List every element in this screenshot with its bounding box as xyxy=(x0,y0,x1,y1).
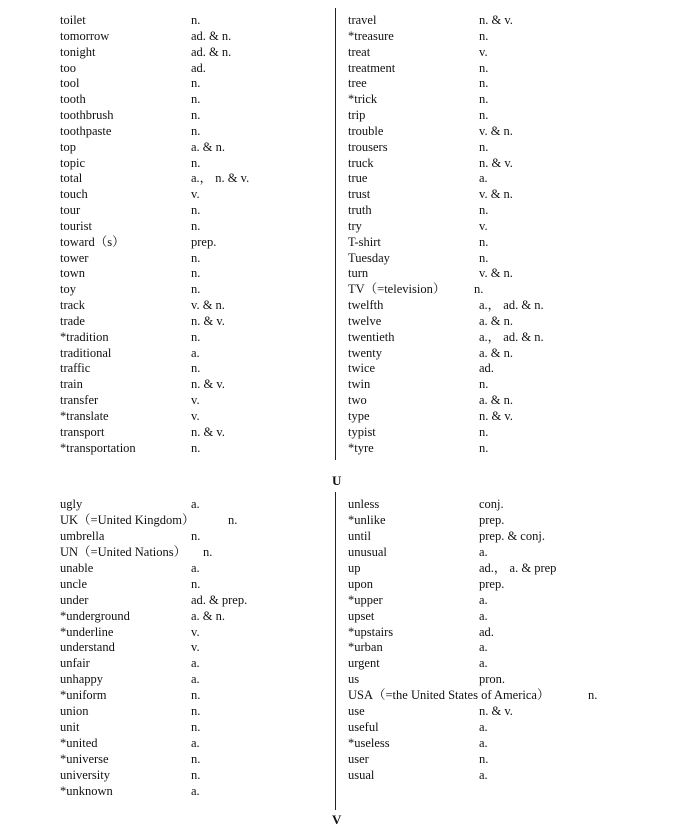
headword: UN（=United Nations） xyxy=(60,544,187,559)
part-of-speech: v. & n. xyxy=(479,266,513,281)
part-of-speech: n. xyxy=(479,752,489,767)
headword: *universe xyxy=(60,752,109,767)
section-letter-heading: U xyxy=(332,473,342,488)
headword: twelfth xyxy=(348,298,384,313)
headword: trust xyxy=(348,187,371,202)
headword: tourist xyxy=(60,218,92,233)
part-of-speech: prep. xyxy=(191,234,217,249)
part-of-speech: a.， ad. & n. xyxy=(479,298,544,313)
headword: useful xyxy=(348,720,379,735)
headword: *upper xyxy=(348,592,383,607)
headword: tomorrow xyxy=(60,28,110,43)
headword: tooth xyxy=(60,92,86,107)
part-of-speech: n. xyxy=(191,250,201,265)
headword: upset xyxy=(348,608,375,623)
headword: too xyxy=(60,60,76,75)
headword: T-shirt xyxy=(348,234,381,249)
headword: treat xyxy=(348,44,371,59)
part-of-speech: n. & v. xyxy=(479,13,513,27)
headword: trousers xyxy=(348,139,388,154)
part-of-speech: a. xyxy=(479,640,488,655)
part-of-speech: n. xyxy=(191,218,201,233)
part-of-speech: a. xyxy=(191,560,200,575)
part-of-speech: prep. & conj. xyxy=(479,528,545,543)
headword: urgent xyxy=(348,656,380,671)
part-of-speech: n. xyxy=(191,576,201,591)
part-of-speech: a. xyxy=(479,544,488,559)
headword: union xyxy=(60,704,89,719)
part-of-speech: n. xyxy=(191,13,201,27)
part-of-speech: v. xyxy=(191,624,200,639)
part-of-speech: ad. & n. xyxy=(191,44,232,59)
headword: top xyxy=(60,139,76,154)
headword: *upstairs xyxy=(348,624,394,639)
part-of-speech: n. xyxy=(191,528,201,543)
part-of-speech: a. xyxy=(479,592,488,607)
part-of-speech: n. xyxy=(191,266,201,281)
part-of-speech: n. xyxy=(191,92,201,107)
part-of-speech: n. & v. xyxy=(191,313,225,328)
headword: us xyxy=(348,672,360,687)
headword: *uniform xyxy=(60,688,107,703)
headword: toothbrush xyxy=(60,108,114,123)
part-of-speech: ad. & n. xyxy=(191,28,232,43)
headword: *unlike xyxy=(348,512,386,527)
headword: up xyxy=(348,560,361,575)
headword: *unknown xyxy=(60,783,113,798)
part-of-speech: a. & n. xyxy=(479,313,514,328)
headword: topic xyxy=(60,155,85,170)
part-of-speech: n. xyxy=(191,155,201,170)
part-of-speech: n. xyxy=(474,282,484,297)
part-of-speech: v. & n. xyxy=(479,187,513,202)
part-of-speech: a. & n. xyxy=(191,608,226,623)
headword: twice xyxy=(348,361,376,376)
part-of-speech: n. xyxy=(191,203,201,218)
part-of-speech: n. xyxy=(191,752,201,767)
headword: tour xyxy=(60,203,81,218)
part-of-speech: a. xyxy=(191,656,200,671)
headword: *treasure xyxy=(348,28,394,43)
part-of-speech: a. xyxy=(479,720,488,735)
part-of-speech: v. xyxy=(191,187,200,202)
headword: trade xyxy=(60,313,85,328)
part-of-speech: a. xyxy=(479,767,488,782)
headword: Tuesday xyxy=(348,250,390,265)
headword: treatment xyxy=(348,60,396,75)
headword: type xyxy=(348,409,370,423)
headword: truck xyxy=(348,155,374,170)
headword: unhappy xyxy=(60,672,104,687)
headword: toy xyxy=(60,282,76,297)
part-of-speech: a. & n. xyxy=(479,393,514,408)
section-letter-heading: V xyxy=(332,812,342,827)
headword: truth xyxy=(348,203,372,218)
headword: *useless xyxy=(348,736,390,751)
headword: *trick xyxy=(348,92,378,107)
headword: use xyxy=(348,704,365,719)
headword: touch xyxy=(60,187,88,202)
part-of-speech: ad. xyxy=(479,624,494,639)
headword: true xyxy=(348,171,368,186)
part-of-speech: n. & v. xyxy=(479,155,513,170)
headword: two xyxy=(348,393,367,408)
headword: under xyxy=(60,592,89,607)
part-of-speech: conj. xyxy=(479,497,504,511)
part-of-speech: pron. xyxy=(479,672,506,687)
part-of-speech: n. xyxy=(479,424,489,439)
part-of-speech: a.， ad. & n. xyxy=(479,329,544,344)
headword: train xyxy=(60,377,83,392)
headword: turn xyxy=(348,266,369,281)
headword: twentieth xyxy=(348,329,395,344)
part-of-speech: v. xyxy=(479,218,488,233)
headword: *tradition xyxy=(60,329,109,344)
headword: *transportation xyxy=(60,440,136,455)
part-of-speech: n. xyxy=(203,544,213,559)
part-of-speech: a. xyxy=(191,672,200,687)
part-of-speech: n. xyxy=(479,234,489,249)
column-divider xyxy=(335,492,336,810)
headword: *urban xyxy=(348,640,383,655)
headword: toilet xyxy=(60,13,86,27)
column-divider xyxy=(335,8,336,460)
headword: UK（=United Kingdom） xyxy=(60,512,195,527)
headword: unusual xyxy=(348,544,387,559)
part-of-speech: n. & v. xyxy=(191,377,225,392)
headword: town xyxy=(60,266,85,281)
part-of-speech: n. & v. xyxy=(479,704,513,719)
part-of-speech: n. xyxy=(479,377,489,392)
headword: unfair xyxy=(60,656,90,671)
part-of-speech: n. & v. xyxy=(191,424,225,439)
part-of-speech: v. xyxy=(191,409,200,423)
headword: TV（=television） xyxy=(348,282,446,297)
part-of-speech: n. xyxy=(191,361,201,376)
part-of-speech: n. xyxy=(479,76,489,91)
part-of-speech: n. & v. xyxy=(479,409,513,423)
headword: upon xyxy=(348,576,373,591)
headword: traditional xyxy=(60,345,112,360)
headword: tool xyxy=(60,76,80,91)
part-of-speech: n. xyxy=(228,512,238,527)
part-of-speech: n. xyxy=(588,688,598,703)
part-of-speech: n. xyxy=(479,440,489,455)
headword: usual xyxy=(348,767,375,782)
part-of-speech: n. xyxy=(479,92,489,107)
headword: tonight xyxy=(60,44,96,59)
part-of-speech: n. xyxy=(191,108,201,123)
headword: tower xyxy=(60,250,89,265)
part-of-speech: a. xyxy=(191,497,200,511)
part-of-speech: n. xyxy=(191,440,201,455)
part-of-speech: n. xyxy=(191,123,201,138)
headword: unit xyxy=(60,720,80,735)
headword: uncle xyxy=(60,576,88,591)
headword: twelve xyxy=(348,313,382,328)
headword: unable xyxy=(60,560,94,575)
headword: *united xyxy=(60,736,98,751)
part-of-speech: n. xyxy=(191,704,201,719)
headword: ugly xyxy=(60,497,83,511)
part-of-speech: n. xyxy=(191,688,201,703)
headword: total xyxy=(60,171,83,186)
headword: university xyxy=(60,767,110,782)
headword: transport xyxy=(60,424,105,439)
headword: *translate xyxy=(60,409,109,423)
part-of-speech: v. xyxy=(191,640,200,655)
part-of-speech: n. xyxy=(479,250,489,265)
part-of-speech: n. xyxy=(479,203,489,218)
headword: typist xyxy=(348,424,376,439)
part-of-speech: a. xyxy=(191,783,200,798)
headword: toothpaste xyxy=(60,123,112,138)
part-of-speech: a. xyxy=(479,736,488,751)
headword: umbrella xyxy=(60,528,105,543)
part-of-speech: v. & n. xyxy=(479,123,513,138)
part-of-speech: v. xyxy=(191,393,200,408)
headword: *tyre xyxy=(348,440,374,455)
part-of-speech: a. & n. xyxy=(191,139,226,154)
part-of-speech: n. xyxy=(191,76,201,91)
part-of-speech: n. xyxy=(479,60,489,75)
headword: understand xyxy=(60,640,115,655)
part-of-speech: a. xyxy=(191,345,200,360)
part-of-speech: n. xyxy=(479,139,489,154)
part-of-speech: v. xyxy=(479,44,488,59)
headword: track xyxy=(60,298,85,313)
part-of-speech: n. xyxy=(479,108,489,123)
part-of-speech: a.， n. & v. xyxy=(191,171,250,186)
part-of-speech: ad. & prep. xyxy=(191,592,248,607)
headword: toward（s） xyxy=(60,234,125,249)
part-of-speech: n. xyxy=(191,720,201,735)
part-of-speech: a. xyxy=(479,171,488,186)
headword: *underground xyxy=(60,608,130,623)
headword: twenty xyxy=(348,345,383,360)
headword: until xyxy=(348,528,371,543)
part-of-speech: prep. xyxy=(479,512,505,527)
part-of-speech: ad.， a. & prep xyxy=(479,560,557,575)
part-of-speech: n. xyxy=(191,282,201,297)
part-of-speech: prep. xyxy=(479,576,505,591)
part-of-speech: v. & n. xyxy=(191,298,225,313)
part-of-speech: ad. xyxy=(191,60,206,75)
headword: tree xyxy=(348,76,367,91)
headword: unless xyxy=(348,497,380,511)
part-of-speech: a. xyxy=(479,656,488,671)
part-of-speech: n. xyxy=(191,767,201,782)
headword: try xyxy=(348,218,362,233)
headword: trouble xyxy=(348,123,384,138)
headword: transfer xyxy=(60,393,99,408)
part-of-speech: a. & n. xyxy=(479,345,514,360)
headword: trip xyxy=(348,108,366,123)
part-of-speech: a. xyxy=(191,736,200,751)
part-of-speech: ad. xyxy=(479,361,494,376)
headword: traffic xyxy=(60,361,91,376)
part-of-speech: n. xyxy=(479,28,489,43)
headword: twin xyxy=(348,377,371,392)
headword: USA（=the United States of America） xyxy=(348,688,550,703)
part-of-speech: n. xyxy=(191,329,201,344)
headword: *underline xyxy=(60,624,114,639)
headword: user xyxy=(348,752,369,767)
headword: travel xyxy=(348,13,377,27)
part-of-speech: a. xyxy=(479,608,488,623)
